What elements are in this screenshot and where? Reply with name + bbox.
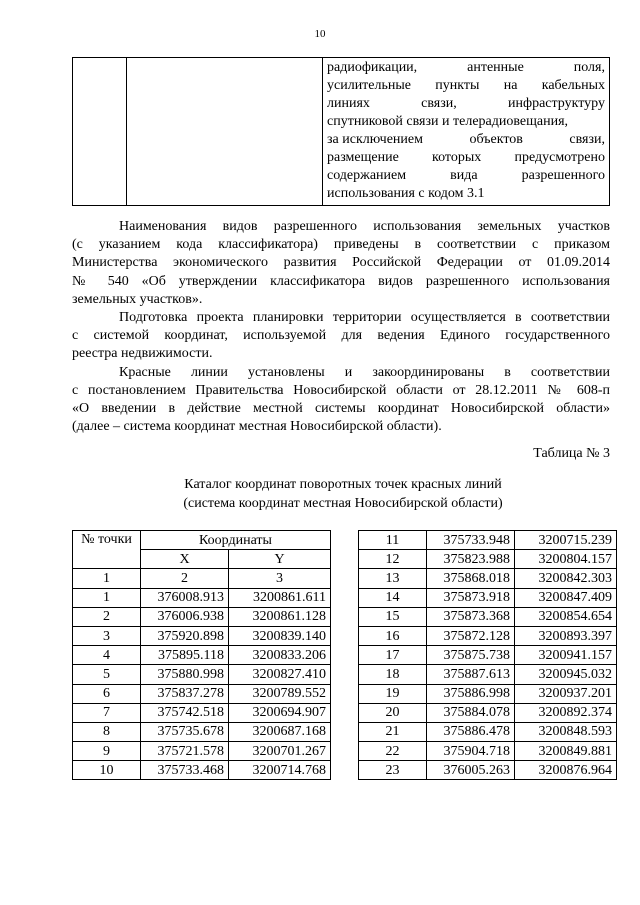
- point-number-cell: 15: [359, 607, 427, 626]
- x-cell: 375733.948: [427, 531, 515, 550]
- paragraph-line: Наименования видов разрешенного использования земельных участков: [119, 219, 610, 234]
- point-number-cell: 10: [73, 761, 141, 780]
- point-number-cell: 14: [359, 588, 427, 607]
- continuation-word: связи,: [421, 96, 457, 111]
- index-cell-3: 3: [229, 569, 331, 588]
- table-row: [359, 607, 617, 626]
- x-cell: 375733.468: [141, 761, 229, 780]
- point-number-cell: 13: [359, 569, 427, 588]
- point-number-cell: 3: [73, 626, 141, 645]
- continuation-word: радиофикации,: [327, 60, 418, 75]
- point-number-cell: 9: [73, 742, 141, 761]
- continuation-word: антенные: [467, 60, 524, 75]
- y-cell: 3200854.654: [515, 607, 617, 626]
- x-cell: 375735.678: [141, 722, 229, 741]
- paragraph: [72, 364, 610, 437]
- point-number-cell: 2: [73, 607, 141, 626]
- y-cell: 3200848.593: [515, 722, 617, 741]
- continuation-word: спутниковой связи и телерадиовещания,: [327, 114, 569, 129]
- x-cell: 375742.518: [141, 703, 229, 722]
- point-number-cell: 23: [359, 761, 427, 780]
- point-number-cell: 21: [359, 722, 427, 741]
- continuation-cell-text: [323, 58, 610, 206]
- x-cell: 375920.898: [141, 626, 229, 645]
- y-cell: 3200945.032: [515, 665, 617, 684]
- y-cell: 3200861.128: [229, 607, 331, 626]
- y-cell: 3200847.409: [515, 588, 617, 607]
- y-cell: 3200715.239: [515, 531, 617, 550]
- continuation-word: линиях: [327, 96, 370, 111]
- continuation-line: [327, 95, 605, 113]
- continuation-line: [327, 149, 605, 167]
- header-point-number: № точки: [73, 531, 141, 569]
- x-cell: 375884.078: [427, 703, 515, 722]
- y-cell: 3200893.397: [515, 626, 617, 645]
- index-cell-1: 1: [73, 569, 141, 588]
- table-row: [73, 742, 331, 761]
- paragraph: [72, 218, 610, 309]
- table-row: [359, 665, 617, 684]
- point-number-cell: 17: [359, 646, 427, 665]
- y-cell: 3200892.374: [515, 703, 617, 722]
- continuation-word: пункты: [435, 78, 480, 93]
- table-row: [73, 626, 331, 645]
- x-cell: 375873.918: [427, 588, 515, 607]
- continuation-line: [327, 77, 605, 95]
- continuation-line: [327, 167, 605, 185]
- x-cell: 375880.998: [141, 665, 229, 684]
- continuation-word: за исключением: [327, 132, 423, 147]
- continuation-word: объектов: [469, 132, 523, 147]
- y-cell: 3200849.881: [515, 742, 617, 761]
- point-number-cell: 18: [359, 665, 427, 684]
- continuation-word: которых: [432, 150, 482, 165]
- table-row: [73, 665, 331, 684]
- paragraph-line: «О введении в действие местной системы координат Новосибирской области»: [72, 401, 610, 417]
- table-row: [73, 646, 331, 665]
- continuation-cell-empty-2: [127, 58, 323, 206]
- table-row: [359, 569, 617, 588]
- continuation-cell-empty-1: [73, 58, 127, 206]
- y-cell: 3200694.907: [229, 703, 331, 722]
- table-row: [73, 703, 331, 722]
- continuation-line: [327, 131, 605, 149]
- table-row: [73, 588, 331, 607]
- point-number-cell: 19: [359, 684, 427, 703]
- x-cell: 376006.938: [141, 607, 229, 626]
- table-row: [359, 531, 617, 550]
- paragraph-line: Подготовка проекта планировки территории осуществляется в соответствии: [119, 310, 610, 326]
- continuation-table: [72, 57, 610, 206]
- continuation-word: на: [503, 78, 518, 93]
- table-caption: [0, 475, 640, 513]
- x-cell: 375887.613: [427, 665, 515, 684]
- continuation-word: размещение: [327, 150, 399, 165]
- y-cell: 3200687.168: [229, 722, 331, 741]
- table-row: [73, 607, 331, 626]
- table-row: [359, 588, 617, 607]
- x-cell: 375895.118: [141, 646, 229, 665]
- caption-line-1: Каталог координат поворотных точек красных линий: [184, 477, 502, 492]
- continuation-line: [327, 113, 605, 131]
- y-cell: 3200876.964: [515, 761, 617, 780]
- y-cell: 3200842.303: [515, 569, 617, 588]
- y-cell: 3200827.410: [229, 665, 331, 684]
- header-x: X: [141, 550, 229, 569]
- x-cell: 375873.368: [427, 607, 515, 626]
- paragraph-line: Министерства экономического развития Российской Федерации от 01.09.2014: [72, 255, 610, 271]
- table-row: [359, 626, 617, 645]
- x-cell: 375886.998: [427, 684, 515, 703]
- point-number-cell: 11: [359, 531, 427, 550]
- body-text: [72, 218, 610, 436]
- point-number-cell: 12: [359, 550, 427, 569]
- x-cell: 375868.018: [427, 569, 515, 588]
- table-row: [359, 684, 617, 703]
- paragraph-line: (с указанием кода классификатора) приведены в соответствии с приказом: [72, 237, 610, 253]
- y-cell: 3200714.768: [229, 761, 331, 780]
- x-cell: 376008.913: [141, 588, 229, 607]
- continuation-word: вида: [450, 168, 478, 183]
- table-row: [359, 550, 617, 569]
- table-row: [73, 684, 331, 703]
- paragraph-line: земельных участков».: [72, 291, 203, 307]
- index-cell-2: 2: [141, 569, 229, 588]
- continuation-word: поля,: [573, 60, 605, 75]
- y-cell: 3200839.140: [229, 626, 331, 645]
- x-cell: 375837.278: [141, 684, 229, 703]
- x-cell: 375872.128: [427, 626, 515, 645]
- table-label: Таблица № 3: [533, 446, 610, 461]
- point-number-cell: 1: [73, 588, 141, 607]
- point-number-cell: 5: [73, 665, 141, 684]
- point-number-cell: 8: [73, 722, 141, 741]
- continuation-word: содержанием: [327, 168, 407, 183]
- y-cell: 3200804.157: [515, 550, 617, 569]
- x-cell: 375875.738: [427, 646, 515, 665]
- paragraph-line: реестра недвижимости.: [72, 346, 213, 362]
- continuation-word: разрешенного: [521, 168, 605, 183]
- paragraph-line: с системой координат, используемой для ведения Единого государственного: [72, 328, 610, 344]
- continuation-word: предусмотрено: [514, 150, 605, 165]
- table-row: [359, 703, 617, 722]
- continuation-line: [327, 59, 605, 77]
- continuation-line: [327, 185, 605, 203]
- y-cell: 3200789.552: [229, 684, 331, 703]
- coordinates-table-left: [72, 530, 331, 780]
- y-cell: 3200701.267: [229, 742, 331, 761]
- continuation-word: использования с кодом 3.1: [327, 186, 485, 201]
- paragraph: [72, 309, 610, 364]
- point-number-cell: 4: [73, 646, 141, 665]
- continuation-word: усилительные: [327, 78, 411, 93]
- point-number-cell: 20: [359, 703, 427, 722]
- x-cell: 376005.263: [427, 761, 515, 780]
- table-row: [359, 722, 617, 741]
- table-row: [359, 761, 617, 780]
- point-number-cell: 6: [73, 684, 141, 703]
- paragraph-line: с постановлением Правительства Новосибирской области от 28.12.2011 № 608-п: [72, 382, 610, 398]
- page-number: 10: [314, 28, 326, 40]
- y-cell: 3200861.611: [229, 588, 331, 607]
- table-row: [73, 761, 331, 780]
- paragraph-line: Красные линии установлены и закоординированы в соответствии: [119, 364, 610, 380]
- continuation-word: инфраструктуру: [508, 96, 605, 111]
- point-number-cell: 7: [73, 703, 141, 722]
- x-cell: 375886.478: [427, 722, 515, 741]
- coordinates-table-right: [358, 530, 617, 780]
- table-row: [73, 722, 331, 741]
- header-coordinates: Координаты: [141, 531, 331, 550]
- point-number-cell: 22: [359, 742, 427, 761]
- table-row: [359, 646, 617, 665]
- y-cell: 3200937.201: [515, 684, 617, 703]
- x-cell: 375721.578: [141, 742, 229, 761]
- table-row: [359, 742, 617, 761]
- y-cell: 3200941.157: [515, 646, 617, 665]
- point-number-cell: 16: [359, 626, 427, 645]
- paragraph-line: № 540 «Об утверждении классификатора видов разрешенного использования: [72, 273, 610, 289]
- y-cell: 3200833.206: [229, 646, 331, 665]
- continuation-word: связи,: [569, 132, 605, 147]
- x-cell: 375904.718: [427, 742, 515, 761]
- paragraph-line: (далее – система координат местная Новосибирской области).: [72, 419, 442, 435]
- x-cell: 375823.988: [427, 550, 515, 569]
- continuation-word: кабельных: [541, 78, 605, 93]
- header-y: Y: [229, 550, 331, 569]
- caption-line-2: (система координат местная Новосибирской области): [183, 496, 503, 511]
